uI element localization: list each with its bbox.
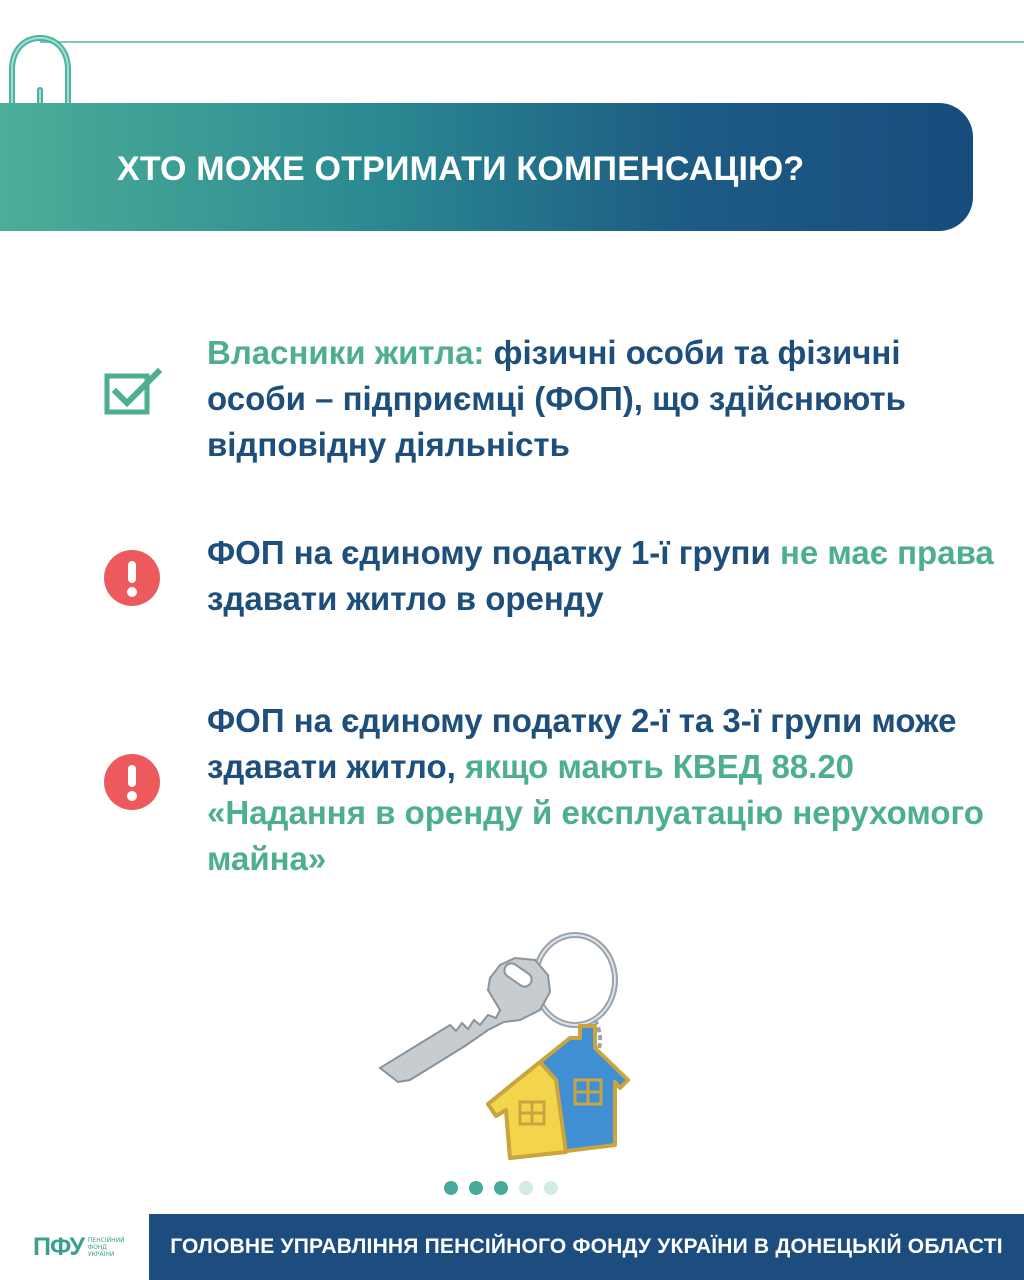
highlight-group2-3: якщо мають КВЕД 88.20 «Надання в оренду й експлуатацію нерухомого майна»	[207, 748, 984, 877]
logo-subtext	[87, 1236, 125, 1258]
alert-exclamation-icon	[104, 550, 160, 606]
logo-line-2: ФОНД	[87, 1243, 107, 1251]
footer-org-name: ГОЛОВНЕ УПРАВЛІННЯ ПЕНСІЙНОГО ФОНДУ УКРАЇНИ В ДОНЕЦЬКІЙ ОБЛАСТІ	[170, 1235, 1003, 1258]
body-group1-end: здавати житло в оренду	[207, 580, 604, 617]
pagination-dots	[444, 1181, 558, 1195]
pfu-logo	[33, 1232, 125, 1262]
highlight-owners: Власники житла:	[207, 334, 485, 371]
pagination-dot-2[interactable]	[469, 1181, 483, 1195]
logo-line-1: ПЕНСІЙНИЙ	[87, 1236, 125, 1244]
item-text-group1	[207, 530, 997, 622]
item-text-group2-3	[207, 698, 997, 882]
logo-mark: ПФУ	[33, 1232, 84, 1261]
house-keychain-illustration	[370, 930, 670, 1180]
page-title: ХТО МОЖЕ ОТРИМАТИ КОМПЕНСАЦІЮ?	[117, 150, 805, 188]
title-banner	[0, 103, 973, 231]
pagination-dot-4[interactable]	[519, 1181, 533, 1195]
highlight-group1: не має права	[779, 534, 994, 571]
checkbox-check-icon	[104, 368, 162, 416]
pagination-dot-5[interactable]	[544, 1181, 558, 1195]
body-owners: фізичні особи та фізичні особи – підприємці (ФОП), що здійснюють відповідну діяльність	[207, 334, 906, 463]
body-group2-3-start: ФОП на єдиному податку 2-ї та 3-ї групи може здавати житло,	[207, 702, 957, 785]
logo-line-3: УКРАЇНИ	[87, 1250, 115, 1258]
pagination-dot-1[interactable]	[444, 1181, 458, 1195]
body-group1-start: ФОП на єдиному податку 1-ї групи	[207, 534, 780, 571]
footer-bar	[149, 1214, 1024, 1280]
top-divider-line	[40, 41, 1024, 43]
pagination-dot-3[interactable]	[494, 1181, 508, 1195]
item-text-owners	[207, 330, 997, 468]
alert-exclamation-icon	[104, 754, 160, 810]
